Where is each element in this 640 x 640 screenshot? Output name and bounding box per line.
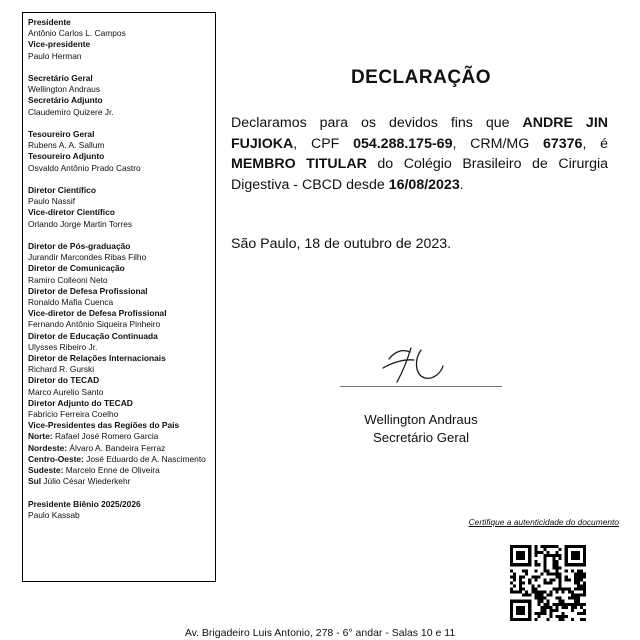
- declaration-part: Declaramos para os devidos fins que: [231, 115, 523, 131]
- director-name: Ramiro Colleoni Neto: [28, 274, 108, 285]
- region-vice-president: [28, 476, 211, 487]
- director-role: Tesoureiro Geral: [28, 129, 95, 139]
- director-name: Fabricio Ferreira Coelho: [28, 409, 119, 420]
- declaration-part: .: [459, 176, 464, 193]
- declaration-part: , CPF: [293, 135, 354, 152]
- region-name: Álvaro A. Bandeira Ferraz: [69, 442, 166, 453]
- director-name: Wellington Andraus: [28, 84, 101, 95]
- region-label: Sul: [28, 476, 42, 487]
- director-role: Presidente: [28, 17, 71, 27]
- region-label: Sudeste:: [28, 465, 64, 476]
- director-name: Antônio Carlos L. Campos: [28, 28, 126, 39]
- director-role: Secretário Geral: [28, 73, 93, 83]
- member-name: ANDRE JIN FUJIOKA: [231, 115, 609, 152]
- region-name: Júlio César Wiederkehr: [43, 476, 131, 487]
- qr-code[interactable]: [510, 545, 586, 621]
- date-line: São Paulo, 18 de outubro de 2023.: [231, 236, 452, 252]
- footer-address: Av. Brigadeiro Luis Antonio, 278 - 6° andar - Salas 10 e 11: [184, 627, 456, 639]
- director-name: Jurandir Marcondes Ribas Filho: [28, 252, 147, 263]
- director-role: Diretor de Comunicação: [28, 263, 125, 274]
- director-name: Osvaldo Antônio Prado Castro: [28, 162, 141, 173]
- declaration-part: , é: [582, 135, 608, 152]
- director-role: Diretor do TECAD: [28, 375, 100, 386]
- director-name: Paulo Nassif: [28, 196, 76, 207]
- section-gap: [28, 487, 211, 498]
- region-label: Nordeste:: [28, 442, 68, 453]
- director-role: Diretor de Defesa Profissional: [28, 285, 148, 296]
- declaration-part: do Colégio Brasileiro de Cirurgia Digestiva - CBCD desde: [231, 156, 608, 193]
- signer-block: [340, 411, 502, 447]
- biennium-name: Paulo Kassab: [28, 509, 80, 520]
- section-gap: [28, 230, 211, 241]
- region-name: Rafael José Romero Garcia: [55, 431, 159, 442]
- biennium-role: Presidente Biênio 2025/2026: [28, 498, 141, 509]
- director-role: Diretor de Educação Continuada: [28, 330, 158, 341]
- regions-heading: Vice-Presidentes das Regiões do País: [28, 420, 180, 431]
- region-name: José Eduardo de A. Nascimento: [86, 453, 206, 464]
- region-name: Marcelo Enne de Oliveira: [65, 465, 160, 476]
- director-role: Diretor Científico: [28, 185, 96, 195]
- region-label: Centro-Oeste:: [28, 453, 84, 464]
- section-gap: [28, 62, 211, 73]
- signature-line: [340, 386, 502, 387]
- director-role: Diretor Adjunto do TECAD: [28, 397, 133, 408]
- director-role: Vice-presidente: [28, 39, 91, 50]
- director-name: Marco Aurelio Santo: [28, 386, 104, 397]
- director-name: Rubens A. A. Sallum: [28, 140, 105, 151]
- signer-name: Wellington Andraus: [364, 412, 478, 427]
- signer-title: Secretário Geral: [372, 430, 469, 445]
- region-vice-president: [28, 443, 211, 454]
- region-label: Norte:: [28, 431, 53, 442]
- director-name: Claudemiro Quizere Jr.: [28, 106, 114, 117]
- document-title: DECLARAÇÃO: [350, 67, 492, 88]
- handwritten-signature: [381, 338, 449, 388]
- director-role: Diretor de Pós-graduação: [28, 241, 131, 251]
- verify-authenticity-link[interactable]: Certifique a autenticidade do documento: [468, 517, 619, 527]
- declaration-part: , CRM/MG: [452, 135, 543, 152]
- section-gap: [28, 118, 211, 129]
- director-name: Fernando Antônio Siqueira Pinheiro: [28, 319, 161, 330]
- region-vice-president: [28, 431, 211, 442]
- member-since-date: 16/08/2023: [388, 176, 460, 193]
- director-name: Orlando Jorge Martin Torres: [28, 218, 133, 229]
- region-vice-president: [28, 454, 211, 465]
- director-name: Paulo Herman: [28, 50, 82, 61]
- crm-number: 67376: [542, 135, 583, 152]
- director-name: Richard R. Gurski: [28, 364, 95, 375]
- membership-status: MEMBRO TITULAR: [231, 156, 367, 172]
- director-role: Secretário Adjunto: [28, 95, 103, 106]
- director-role: Vice-diretor de Defesa Profissional: [28, 308, 167, 319]
- section-gap: [28, 174, 211, 185]
- region-vice-president: [28, 465, 211, 476]
- director-name: Ronaldo Mafia Cuenca: [28, 297, 114, 308]
- declaration-text: [231, 113, 608, 195]
- cpf-number: 054.288.175-69: [353, 135, 453, 152]
- board-of-directors-box: [22, 12, 216, 582]
- director-role: Tesoureiro Adjunto: [28, 151, 105, 162]
- director-role: Diretor de Relações Internacionais: [28, 353, 166, 364]
- director-role: Vice-diretor Científico: [28, 207, 115, 218]
- director-name: Ulysses Ribeiro Jr.: [28, 341, 98, 352]
